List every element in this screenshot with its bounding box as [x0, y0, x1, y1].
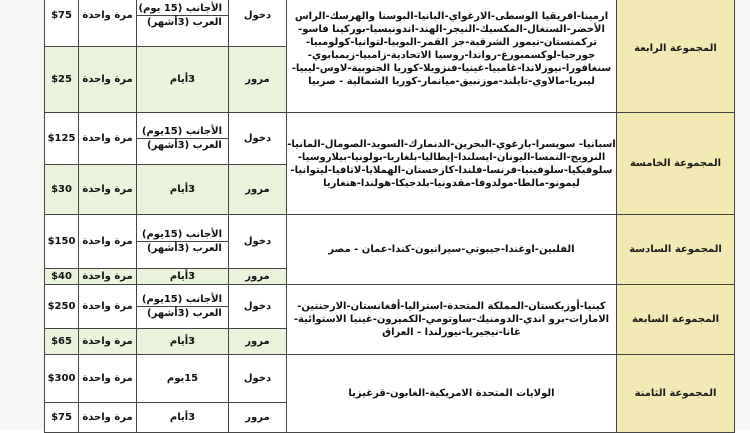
frequency: مرة واحدة: [79, 355, 137, 403]
duration-foreigners: الأجانب (15يوم): [141, 126, 222, 137]
group-name: المجموعة الثامنة: [617, 355, 735, 433]
countries-list: ارمينا-افريقيا الوسطى-الارغواي-البانيا-البوسنا والهرسك-الراس الأخضر-السنغال-المكسيك-النيجر-الهند-اندونيسيا-بوركينا فاسو-تركمنستان-تيمور الشرقية-جز القمر-البوبيا-لتوانيا-كولومبيا-جورجيا-لوكسمبورغ-رواندا-روسيا الاتحادية-زامبيا-زيمبابوي-سنغافورا-نيوزلاندا-غامبيا-غينيا-فنزويلا-كوريا الجنوبية-لاوس-ليبيا-ليبريا-مالاوي-تايلند-موزنبيق-ميانمار-كوريا الشمالية - صربيا: [287, 0, 617, 113]
duration: 15يوم: [137, 355, 229, 403]
group-name: المجموعة الخامسة: [617, 113, 735, 215]
frequency: مرة واحدة: [79, 165, 137, 215]
price: $25: [45, 47, 79, 113]
duration: 3أيام: [137, 329, 229, 355]
price: $300: [45, 355, 79, 403]
visa-type: دخول: [229, 285, 287, 329]
frequency: مرة واحدة: [79, 403, 137, 433]
duration-foreigners: الأجانب (15 يوم): [138, 3, 222, 14]
duration: 3أيام: [137, 403, 229, 433]
group-5-entry-row: [45, 113, 735, 165]
duration-cell: [137, 285, 229, 329]
duration-foreigners: الأجانب (15يوم): [141, 294, 222, 305]
countries-list: اسبانيا- سويسرا-بارغوي-البحرين-الدنمارك-السويد-الصومال-المانيا-النرويج-النمسا-اليونان-ايسلندا-إيطاليا-بلغاريا-بولونيا-بيلاروسيا-سلوفيكيا-سلوفينيا-فرنسا-فلندا-كازخستان-الهملايا-لاتافيا-ليتوانيا-ليمونو-مالطا-مولدوفا-مقدونيا-بلدجيكا-هولندا-هنغاريا: [287, 113, 617, 215]
duration-foreigners: الأجانب (15يوم): [141, 229, 222, 240]
group-name: المجموعة السادسة: [617, 215, 735, 285]
price: $30: [45, 165, 79, 215]
group-4-entry-row: [45, 0, 735, 47]
duration-arabs: العرب (3أشهر): [147, 140, 222, 151]
frequency: مرة واحدة: [79, 113, 137, 165]
countries-list: كينيا-أوزبكستان-المملكة المتحدة-استراليا-أفغانستان-الارجنتين-الامارات-برو اندي-الدومنيك-ساوتومي-الكميرون-غينيا الاستوائية-غانا-نيجيريا-نيوزلندا - العراق: [287, 285, 617, 355]
group-8-entry-row: [45, 355, 735, 403]
visa-type: مرور: [229, 47, 287, 113]
frequency: مرة واحدة: [79, 47, 137, 113]
price: $65: [45, 329, 79, 355]
visa-type: دخول: [229, 355, 287, 403]
duration-cell: [137, 113, 229, 165]
duration-arabs: العرب (3أشهر): [147, 243, 222, 254]
frequency: مرة واحدة: [79, 215, 137, 269]
frequency: مرة واحدة: [79, 269, 137, 285]
group-7-entry-row: [45, 285, 735, 329]
price: $75: [45, 0, 79, 47]
price: $125: [45, 113, 79, 165]
duration-cell: [137, 0, 229, 47]
countries-list: الولايات المتحدة الامريكية-الغابون-قرغيزيا: [287, 355, 617, 433]
visa-fee-table: [44, 0, 735, 433]
duration: 3أيام: [137, 269, 229, 285]
group-name: المجموعة الرابعة: [617, 0, 735, 113]
duration-arabs: العرب (3أشهر): [147, 308, 222, 319]
visa-type: مرور: [229, 165, 287, 215]
frequency: مرة واحدة: [79, 0, 137, 47]
price: $250: [45, 285, 79, 329]
visa-type: مرور: [229, 329, 287, 355]
duration-cell: [137, 215, 229, 269]
price: $150: [45, 215, 79, 269]
frequency: مرة واحدة: [79, 285, 137, 329]
visa-type: دخول: [229, 215, 287, 269]
countries-list: الفلبين-اوغندا-جيبوتي-سيرانيون-كندا-عمان - مصر: [287, 215, 617, 285]
frequency: مرة واحدة: [79, 329, 137, 355]
visa-type: دخول: [229, 0, 287, 47]
duration: 3أيام: [137, 165, 229, 215]
group-6-entry-row: [45, 215, 735, 269]
visa-type: دخول: [229, 113, 287, 165]
group-name: المجموعة السابعة: [617, 285, 735, 355]
duration: 3أيام: [137, 47, 229, 113]
price: $75: [45, 403, 79, 433]
visa-type: مرور: [229, 269, 287, 285]
duration-arabs: العرب (3أشهر): [147, 17, 222, 28]
visa-type: مرور: [229, 403, 287, 433]
price: $40: [45, 269, 79, 285]
